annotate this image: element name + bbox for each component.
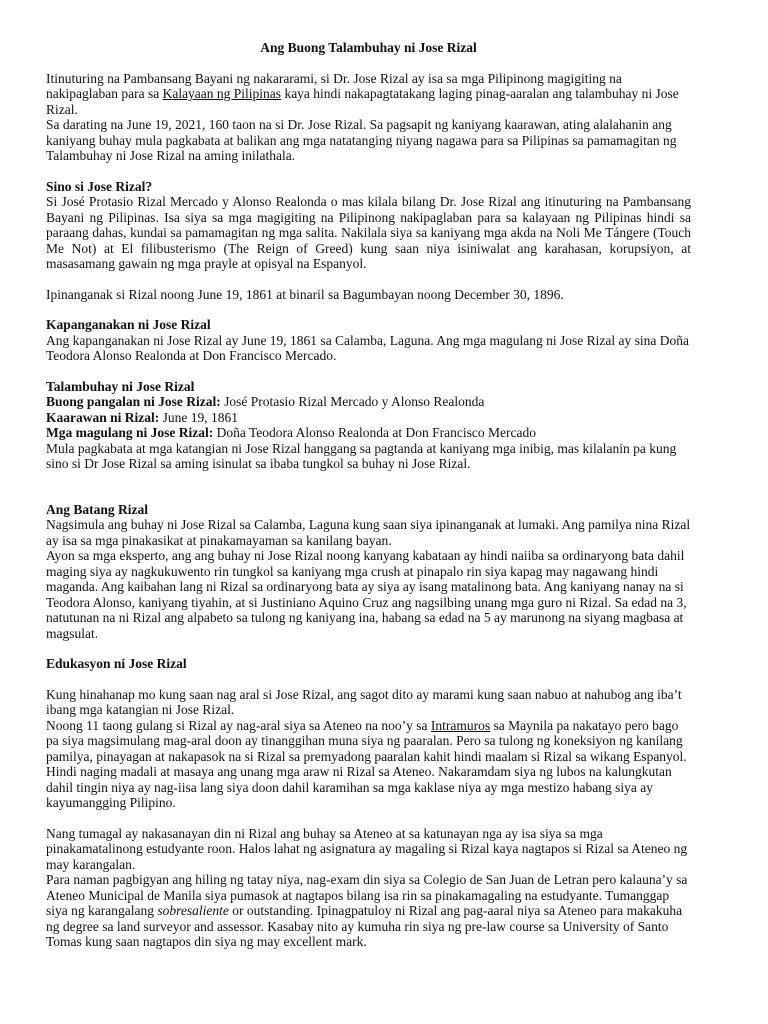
parents-value: Doña Teodora Alonso Realonda at Don Francisco Mercado [213,425,536,440]
born-paragraph: Ipinanganak si Rizal noong June 19, 1861 at binaril sa Bagumbayan noong December 30, 1896. [46,286,564,302]
talambuhay-heading: Talambuhay ni Jose Rizal [46,378,195,394]
parents-line [46,425,691,441]
parents-label: Mga magulang ni Jose Rizal: [46,425,214,440]
sino-paragraph: Si José Protasio Rizal Mercado y Alonso Realonda o mas kilala bilang Dr. Jose Rizal ang itinuturing na Pambansang Bayani ng Pilipinas. Isa siya sa mga magigiting na Pilipinong nakipaglaban para sa kalayaan ng Pilipinas hindi sa paraang dahas, kundai sa pamamagitan ng mga salita. Nakilala siya sa kaniyang mga akda na Noli Me Tángere (Touch Me Not) at El filibusterismo (The Reign of Greed) kung saan niya isiniwalat ang karahasan, korupsiyon, at masasamang gawain ng mga prayle at opisyal na Espanyol. [46,194,691,271]
intro-text-a: Itinuturing na Pambansang Bayani ng nakararami, si Dr. Jose Rizal ay isa sa mga Pilipinong magigiting na nakipaglaban para sa [46,70,622,101]
birthday-line [46,410,691,426]
batang-paragraph-2: Ayon sa mga eksperto, ang ang buhay ni Jose Rizal noong kanyang kabataan ay hindi naiiba sa ordinaryong bata dahil maging siya ay nagkukuwento rin tungkol sa kaniyang mga crush at pinapalo rin siya kapag may nagawang hindi maganda. Ang kaibahan lang ni Rizal sa ordinaryong bata ay siya ay isang matalinong bata. Ang kaniyang nanay na si Teodora Alonso, kaniyang tiyahin, at si Justiniano Aquino Cruz ang nagsilbing unang mga guro ni Rizal. Sa edad na 3, natutunan na ni Rizal ang alpabeto sa tulong ng kaniyang ina, habang sa edad na 5 ay marunong na siyang magbasa at magsulat. [46,548,687,641]
talambuhay-paragraph: Mula pagkabata at mga katangian ni Jose Rizal hanggang sa pagtanda at kaniyang mga inibig, mas kilalanin pa kung sino si Dr Jose Rizal sa aming isinulat sa ibaba tungkol sa buhay ni Jose Rizal. [46,440,677,471]
birthday-value: June 19, 1861 [159,409,238,425]
edu4-text-b: or outstanding. Ipinagpatuloy ni Rizal ang pag-aaral niya sa Ateneo para makakuha ng degree sa land surveyor and assessor. Kasabay nito ay kumuha rin siya ng pre-law course sa University of Santo Tomas kung saan nagtapos din siya ng may excellent mark. [46,903,683,949]
intramuros-link[interactable]: Intramuros [430,717,491,733]
kapanganakan-paragraph: Ang kapanganakan ni Jose Rizal ay June 19, 1861 sa Calamba, Laguna. Ang mga magulang ni Jose Rizal ay sina Doña Teodora Alonso Realonda at Don Francisco Mercado. [46,332,689,363]
sobresaliente-term: sobresaliente [157,903,229,918]
document-page [46,40,691,950]
fullname-value: José Protasio Rizal Mercado y Alonso Realonda [220,394,485,409]
fullname-line [46,394,691,410]
edu-paragraph-1: Kung hinahanap mo kung saan nag aral si Jose Rizal, ang sagot dito ay marami kung saan nabuo at nahubog ang iba’t ibang mga katangian ni Jose Rizal. [46,686,682,717]
document-title: Ang Buong Talambuhay ni Jose Rizal [260,40,477,55]
edu-paragraph-3: Nang tumagal ay nakasanayan din ni Rizal ang buhay sa Ateneo at sa katunayan nga ay isa siya sa mga pinakamatalinong estudyante roon. Halos lahat ng asignatura ay magaling si Rizal kaya nagtapos si Rizal sa Ateneo ng may karangalan. [46,825,688,872]
edu-paragraph-4 [46,872,691,950]
batang-paragraph-1: Nagsimula ang buhay ni Jose Rizal sa Calamba, Laguna kung saan siya ipinanganak at lumaki. Ang pamilya nina Rizal ay isa sa mga pinakasikat at pinakamayaman sa kanilang bayan. [46,517,691,548]
birthday-label: Kaarawan ni Rizal: [46,409,160,425]
intro-paragraph-2: Sa darating na June 19, 2021, 160 taon na si Dr. Jose Rizal. Sa pagsapit ng kaniyang kaarawan, ating alalahanin ang kaniyang buhay mula pagkabata at balikan ang mga natatanging niyang nagawa para sa Pilipinas sa pamamagitan ng Talambuhay ni Jose Rizal na aming inilathala. [46,117,677,163]
intro-text-b: kaya hindi nakapagtatakang laging pinag-aaralan ang talambuhay ni Jose Rizal. [46,86,679,117]
kapanganakan-heading: Kapanganakan ni Jose Rizal [46,317,211,332]
kalayaan-link[interactable]: Kalayaan ng Pilipinas [162,86,282,101]
edu2-text-b: sa Maynila pa nakatayo pero bago pa siya magsimulang mag-aral doon ay tinanggihan muna siya ng paaralan. Pero sa tulong ng koneksiyon ng kanilang pamilya, pinayagan at nakapasok na si Rizal sa premyadong paaralan kahit hindi maalam si Rizal sa wikang Espanyol. Hindi naging madali at masaya ang unang mga araw ni Rizal sa Ateneo. Nakaramdam siya ng lubos na kalungkutan dahil tingin niya ay nag-iisa lang siya doon dahil karamihan sa mga kaklase niya ay mga mestizo habang siya ay kayumangging Pilipino. [46,717,687,810]
intro-paragraph-1 [46,71,691,118]
edu-paragraph-2 [46,718,691,811]
edu4-text-a: Para naman pagbigyan ang hiling ng tatay niya, nag-exam din siya sa Colegio de San Juan de Letran pero kalauna’y sa Ateneo Municipal de Manila siya pumasok at nagtapos bilang isa rin sa pinakamagaling na estudyante. Tumanggap siya ng karangalang [46,872,688,918]
edu2-text-a: Noong 11 taong gulang si Rizal ay nag-aral siya sa Ateneo na noo’y sa [46,717,431,733]
fullname-label: Buong pangalan ni Jose Rizal: [46,394,221,409]
sino-heading: Sino si Jose Rizal? [46,178,153,194]
batang-heading: Ang Batang Rizal [46,501,149,517]
edukasyon-heading: Edukasyon ni Jose Rizal [46,656,187,671]
